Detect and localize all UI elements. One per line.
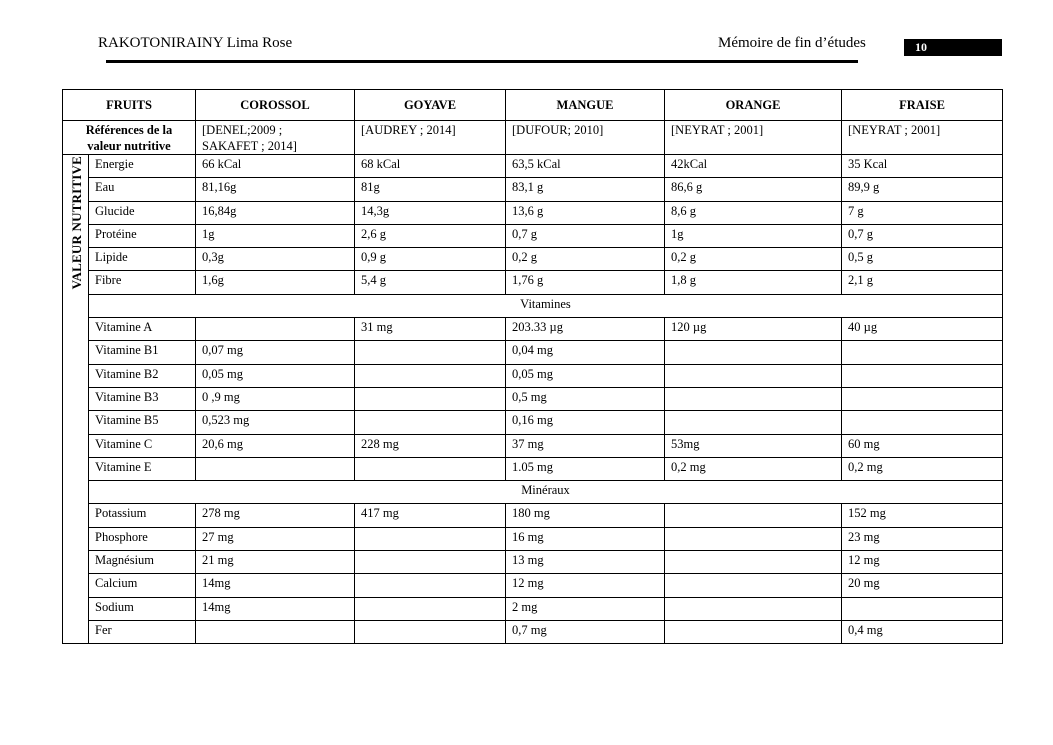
nutrient-label: Eau <box>89 178 196 201</box>
nutrient-value: 228 mg <box>355 434 506 457</box>
table-row <box>63 457 1003 480</box>
nutrient-value <box>196 457 355 480</box>
column-header-fraise: FRAISE <box>842 90 1003 121</box>
nutrient-label: Vitamine B3 <box>89 387 196 410</box>
nutrient-value: 7 g <box>842 201 1003 224</box>
table-header-row <box>63 90 1003 121</box>
nutrient-value: 68 kCal <box>355 155 506 178</box>
nutrient-label: Magnésium <box>89 551 196 574</box>
nutrient-value: 0,3g <box>196 248 355 271</box>
column-header-goyave: GOYAVE <box>355 90 506 121</box>
reference-cell <box>196 121 355 155</box>
nutrient-value: 16 mg <box>506 527 665 550</box>
nutrient-value: 53mg <box>665 434 842 457</box>
nutrient-value: 0,5 mg <box>506 387 665 410</box>
nutrient-value: 42kCal <box>665 155 842 178</box>
nutrient-value <box>355 527 506 550</box>
nutrient-value: 417 mg <box>355 504 506 527</box>
nutrient-value: 83,1 g <box>506 178 665 201</box>
references-row <box>63 121 1003 155</box>
minerals-section-row <box>63 481 1003 504</box>
nutrient-value: 13,6 g <box>506 201 665 224</box>
nutrient-value: 152 mg <box>842 504 1003 527</box>
nutrient-value: 14,3g <box>355 201 506 224</box>
nutrient-label: Glucide <box>89 201 196 224</box>
reference-line: SAKAFET ; 2014] <box>202 139 297 153</box>
table-row <box>63 574 1003 597</box>
nutrient-value: 63,5 kCal <box>506 155 665 178</box>
reference-line: [NEYRAT ; 2001] <box>671 123 764 137</box>
table-row <box>63 201 1003 224</box>
nutrient-value: 1g <box>665 224 842 247</box>
nutrient-value: 278 mg <box>196 504 355 527</box>
nutrient-value: 0,04 mg <box>506 341 665 364</box>
reference-cell <box>665 121 842 155</box>
nutrient-value: 1,8 g <box>665 271 842 294</box>
nutrient-value: 0,07 mg <box>196 341 355 364</box>
nutrient-value <box>842 341 1003 364</box>
nutrient-value: 14mg <box>196 574 355 597</box>
nutrient-value: 0,5 g <box>842 248 1003 271</box>
table-row <box>63 434 1003 457</box>
nutrient-value: 31 mg <box>355 318 506 341</box>
table-row <box>63 411 1003 434</box>
table-row <box>63 364 1003 387</box>
references-label-line1: Références de la <box>85 123 173 137</box>
table-row <box>63 551 1003 574</box>
table-row <box>63 597 1003 620</box>
nutrient-label: Vitamine C <box>89 434 196 457</box>
nutrient-value <box>355 457 506 480</box>
nutrient-value <box>196 318 355 341</box>
references-label-line2: valeur nutritive <box>87 139 171 153</box>
nutrient-value: 180 mg <box>506 504 665 527</box>
nutrient-label: Protéine <box>89 224 196 247</box>
nutrient-label: Fibre <box>89 271 196 294</box>
nutrient-value <box>665 527 842 550</box>
nutrient-value: 21 mg <box>196 551 355 574</box>
nutrient-value: 40 µg <box>842 318 1003 341</box>
nutrient-label: Phosphore <box>89 527 196 550</box>
table-row <box>63 224 1003 247</box>
nutrient-value: 120 µg <box>665 318 842 341</box>
nutrient-value: 27 mg <box>196 527 355 550</box>
nutrient-label: Vitamine A <box>89 318 196 341</box>
nutrient-value: 35 Kcal <box>842 155 1003 178</box>
nutrient-value: 0,05 mg <box>506 364 665 387</box>
nutrient-value: 12 mg <box>842 551 1003 574</box>
nutrient-value <box>196 620 355 643</box>
nutrient-value <box>842 387 1003 410</box>
nutrient-value <box>665 574 842 597</box>
nutrient-value <box>355 341 506 364</box>
nutrient-value: 0 ,9 mg <box>196 387 355 410</box>
table-row <box>63 248 1003 271</box>
nutrient-value <box>842 411 1003 434</box>
vitamins-section-title: Vitamines <box>89 294 1003 317</box>
nutrient-value: 0,2 g <box>665 248 842 271</box>
header-author: RAKOTONIRAINY Lima Rose <box>98 35 293 51</box>
column-header-fruits: FRUITS <box>63 90 196 121</box>
nutrient-value: 1.05 mg <box>506 457 665 480</box>
nutrient-label: Vitamine B2 <box>89 364 196 387</box>
side-label: VALEUR NUTRITIVE <box>69 156 84 290</box>
nutrition-table <box>62 89 1003 644</box>
nutrient-value: 20,6 mg <box>196 434 355 457</box>
nutrient-value: 0,523 mg <box>196 411 355 434</box>
nutrient-value: 0,2 mg <box>842 457 1003 480</box>
nutrient-value: 81g <box>355 178 506 201</box>
nutrient-value: 1,76 g <box>506 271 665 294</box>
nutrient-value <box>355 574 506 597</box>
nutrient-value: 12 mg <box>506 574 665 597</box>
table-row <box>63 318 1003 341</box>
reference-line: [NEYRAT ; 2001] <box>848 123 941 137</box>
column-header-mangue: MANGUE <box>506 90 665 121</box>
nutrient-value: 8,6 g <box>665 201 842 224</box>
nutrient-label: Potassium <box>89 504 196 527</box>
reference-cell <box>506 121 665 155</box>
nutrient-value: 89,9 g <box>842 178 1003 201</box>
nutrient-value: 0,7 g <box>842 224 1003 247</box>
reference-cell <box>355 121 506 155</box>
nutrient-value: 2,6 g <box>355 224 506 247</box>
nutrient-value <box>355 597 506 620</box>
nutrient-value <box>665 364 842 387</box>
nutrient-label: Vitamine B5 <box>89 411 196 434</box>
nutrient-value: 23 mg <box>842 527 1003 550</box>
nutrient-value <box>665 620 842 643</box>
nutrient-value <box>355 551 506 574</box>
nutrient-value <box>665 597 842 620</box>
nutrient-value: 0,2 g <box>506 248 665 271</box>
header-document-title: Mémoire de fin d’études <box>718 35 866 51</box>
side-label-cell <box>63 155 89 644</box>
nutrient-value: 13 mg <box>506 551 665 574</box>
vitamins-section-row <box>63 294 1003 317</box>
nutrient-value: 5,4 g <box>355 271 506 294</box>
table-row <box>63 527 1003 550</box>
table-row <box>63 504 1003 527</box>
nutrient-value <box>665 341 842 364</box>
nutrient-value: 1,6g <box>196 271 355 294</box>
nutrient-value: 0,7 g <box>506 224 665 247</box>
nutrient-value <box>842 597 1003 620</box>
nutrient-value: 0,2 mg <box>665 457 842 480</box>
table-row <box>63 178 1003 201</box>
column-header-corossol: COROSSOL <box>196 90 355 121</box>
nutrient-value: 1g <box>196 224 355 247</box>
nutrient-value <box>355 387 506 410</box>
nutrient-value: 37 mg <box>506 434 665 457</box>
nutrient-value <box>355 364 506 387</box>
nutrient-value <box>665 504 842 527</box>
nutrient-value: 14mg <box>196 597 355 620</box>
reference-line: [DUFOUR; 2010] <box>512 123 604 137</box>
nutrient-value: 81,16g <box>196 178 355 201</box>
header-divider <box>106 60 858 63</box>
nutrient-value: 60 mg <box>842 434 1003 457</box>
nutrient-value <box>842 364 1003 387</box>
nutrient-label: Lipide <box>89 248 196 271</box>
table-row <box>63 271 1003 294</box>
reference-line: [AUDREY ; 2014] <box>361 123 456 137</box>
nutrient-label: Vitamine E <box>89 457 196 480</box>
column-header-orange: ORANGE <box>665 90 842 121</box>
nutrient-value: 0,05 mg <box>196 364 355 387</box>
nutrient-value: 203.33 µg <box>506 318 665 341</box>
page-number-badge: 10 <box>904 39 1002 56</box>
nutrient-value: 0,16 mg <box>506 411 665 434</box>
nutrient-value <box>355 620 506 643</box>
minerals-section-title: Minéraux <box>89 481 1003 504</box>
reference-line: [DENEL;2009 ; <box>202 123 283 137</box>
nutrient-value <box>665 551 842 574</box>
table-row <box>63 341 1003 364</box>
nutrient-value: 16,84g <box>196 201 355 224</box>
nutrient-value: 66 kCal <box>196 155 355 178</box>
reference-cell <box>842 121 1003 155</box>
nutrient-value: 2,1 g <box>842 271 1003 294</box>
table-row <box>63 387 1003 410</box>
nutrient-value: 0,7 mg <box>506 620 665 643</box>
table-row <box>63 620 1003 643</box>
references-label <box>63 121 196 155</box>
nutrient-value: 0,4 mg <box>842 620 1003 643</box>
nutrient-label: Sodium <box>89 597 196 620</box>
table-row <box>63 155 1003 178</box>
nutrient-value <box>665 411 842 434</box>
nutrient-value <box>665 387 842 410</box>
nutrient-value <box>355 411 506 434</box>
nutrient-label: Fer <box>89 620 196 643</box>
nutrient-label: Calcium <box>89 574 196 597</box>
nutrient-label: Energie <box>89 155 196 178</box>
nutrient-value: 86,6 g <box>665 178 842 201</box>
nutrient-value: 2 mg <box>506 597 665 620</box>
nutrient-value: 0,9 g <box>355 248 506 271</box>
nutrient-label: Vitamine B1 <box>89 341 196 364</box>
nutrient-value: 20 mg <box>842 574 1003 597</box>
